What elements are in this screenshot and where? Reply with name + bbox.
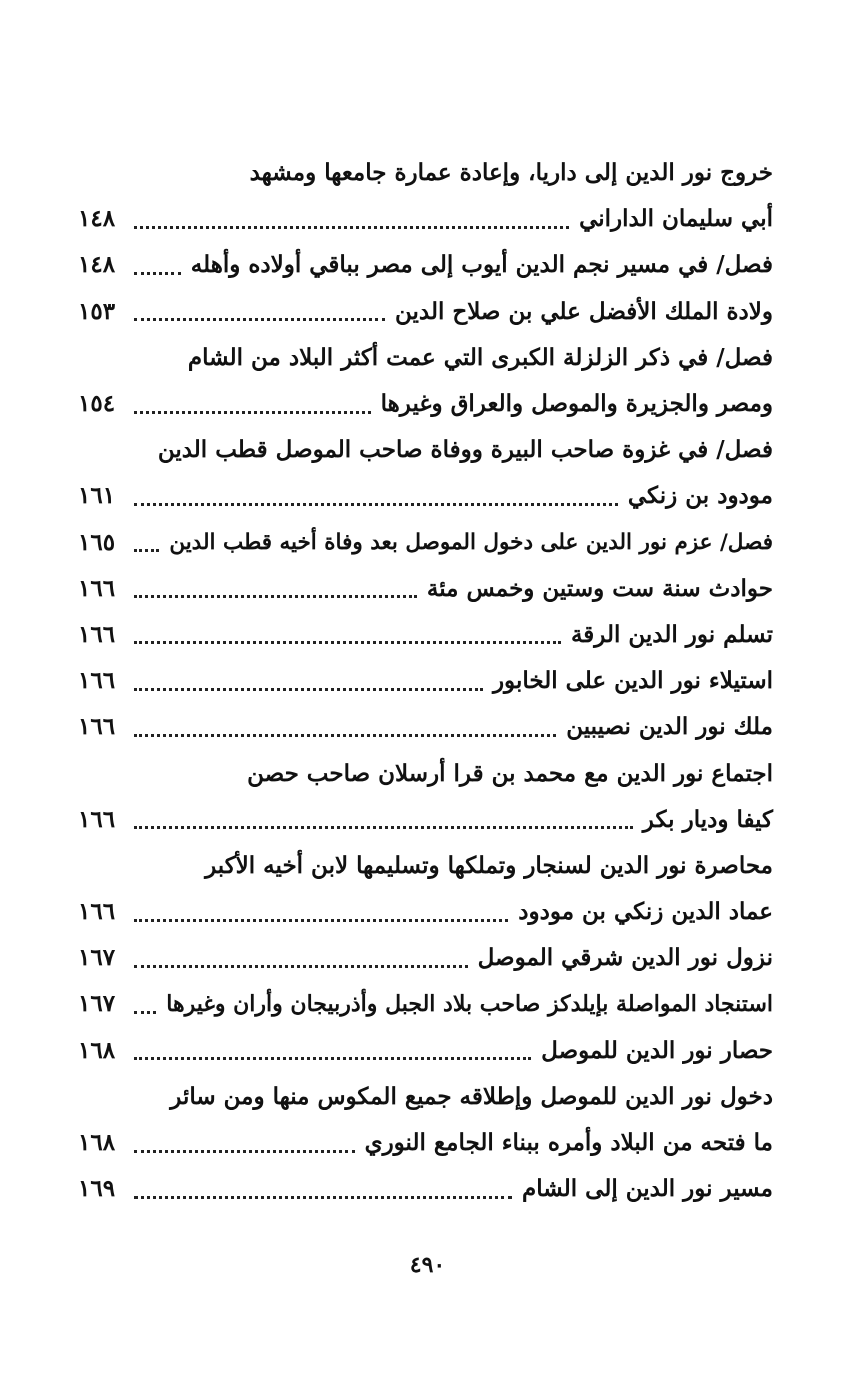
dot-leader (134, 1150, 355, 1153)
dot-leader (134, 318, 385, 321)
toc-entry (78, 427, 773, 473)
toc-entry-title: دخول نور الدين للموصل وإطلاقه جميع المكوس منها ومن سائر (170, 1082, 773, 1110)
dot-leader (134, 641, 561, 644)
toc-entry-title: حصار نور الدين للموصل (541, 1036, 773, 1064)
dot-leader (134, 826, 633, 829)
toc-entry (78, 1028, 773, 1074)
toc-entry (78, 335, 773, 381)
toc-entry (78, 935, 773, 981)
dot-leader (134, 688, 483, 691)
toc-entry (78, 658, 773, 704)
toc-entry-title: ما فتحه من البلاد وأمره ببناء الجامع النوري (364, 1129, 773, 1157)
toc-entry-title: تسلم نور الدين الرقة (570, 620, 773, 648)
toc-entry-page: ١٤٨ (78, 251, 116, 279)
page-number: ٤٩٠ (409, 1252, 446, 1278)
toc-entry-title: فصل/ في مسير نجم الدين أيوب إلى مصر بباقي أولاده وأهله (190, 251, 773, 279)
table-of-contents (78, 150, 773, 1212)
toc-entry (78, 1074, 773, 1120)
dot-leader (134, 411, 371, 414)
toc-entry-title: نزول نور الدين شرقي الموصل (477, 944, 773, 972)
toc-entry (78, 612, 773, 658)
toc-entry (78, 473, 773, 519)
toc-entry-title: مودود بن زنكي (627, 482, 773, 510)
toc-entry (78, 843, 773, 889)
toc-entry-page: ١٦٨ (78, 1036, 116, 1064)
toc-entry-title: ملك نور الدين نصيبين (566, 713, 773, 741)
toc-entry (78, 289, 773, 335)
toc-entry-title: كيفا وديار بكر (642, 805, 773, 833)
toc-entry-title: ومصر والجزيرة والموصل والعراق وغيرها (380, 390, 773, 418)
toc-entry (78, 1166, 773, 1212)
dot-leader (134, 595, 417, 598)
toc-entry-page: ١٦٦ (78, 713, 116, 741)
toc-entry-title: اجتماع نور الدين مع محمد بن قرا أرسلان صاحب حصن (247, 759, 773, 787)
toc-entry-page: ١٥٣ (78, 297, 116, 325)
dot-leader (134, 226, 569, 229)
toc-entry-page: ١٥٤ (78, 390, 116, 418)
toc-entry-page: ١٦٦ (78, 805, 116, 833)
toc-entry (78, 381, 773, 427)
dot-leader (134, 503, 618, 506)
dot-leader (134, 272, 181, 275)
toc-entry-title: استنجاد المواصلة بإيلدكز صاحب بلاد الجبل وأذربيجان وأران وغيرها (166, 991, 773, 1018)
toc-entry-page: ١٦٦ (78, 574, 116, 602)
toc-entry-title: عماد الدين زنكي بن مودود (518, 898, 773, 926)
dot-leader (134, 549, 159, 552)
toc-entry-page: ١٤٨ (78, 205, 116, 233)
toc-entry-page: ١٦٦ (78, 667, 116, 695)
toc-entry-page: ١٦٨ (78, 1129, 116, 1157)
toc-entry-page: ١٦٧ (78, 944, 116, 972)
dot-leader (134, 734, 556, 737)
toc-entry (78, 889, 773, 935)
toc-entry (78, 150, 773, 196)
toc-entry (78, 520, 773, 566)
toc-entry-title: فصل/ عزم نور الدين على دخول الموصل بعد وفاة أخيه قطب الدين (169, 529, 773, 555)
dot-leader (134, 1011, 156, 1014)
toc-entry-title: فصل/ في غزوة صاحب البيرة ووفاة صاحب الموصل قطب الدين (157, 436, 773, 464)
toc-entry-title: استيلاء نور الدين على الخابور (492, 667, 773, 695)
toc-entry (78, 566, 773, 612)
dot-leader (134, 1196, 512, 1199)
toc-entry-page: ١٦٧ (78, 990, 116, 1018)
toc-entry (78, 242, 773, 288)
toc-entry (78, 704, 773, 750)
toc-entry-title: أبي سليمان الداراني (579, 205, 773, 233)
toc-entry-page: ١٦١ (78, 482, 116, 510)
dot-leader (134, 965, 468, 968)
toc-entry (78, 981, 773, 1027)
toc-entry-title: خروج نور الدين إلى داريا، وإعادة عمارة جامعها ومشهد (249, 159, 773, 187)
toc-entry-page: ١٦٦ (78, 620, 116, 648)
dot-leader (134, 919, 508, 922)
toc-entry-page: ١٦٩ (78, 1175, 116, 1203)
dot-leader (134, 1057, 531, 1060)
toc-entry-title: محاصرة نور الدين لسنجار وتملكها وتسليمها لابن أخيه الأكبر (205, 851, 773, 879)
toc-entry-title: فصل/ في ذكر الزلزلة الكبرى التي عمت أكثر البلاد من الشام (187, 343, 773, 371)
toc-entry (78, 750, 773, 796)
toc-entry (78, 797, 773, 843)
toc-entry (78, 1120, 773, 1166)
toc-entry (78, 196, 773, 242)
toc-entry-page: ١٦٦ (78, 898, 116, 926)
toc-entry-title: ولادة الملك الأفضل علي بن صلاح الدين (394, 297, 773, 325)
toc-entry-page: ١٦٥ (78, 528, 116, 556)
toc-entry-title: مسير نور الدين إلى الشام (521, 1175, 773, 1203)
toc-entry-title: حوادث سنة ست وستين وخمس مئة (426, 574, 773, 602)
